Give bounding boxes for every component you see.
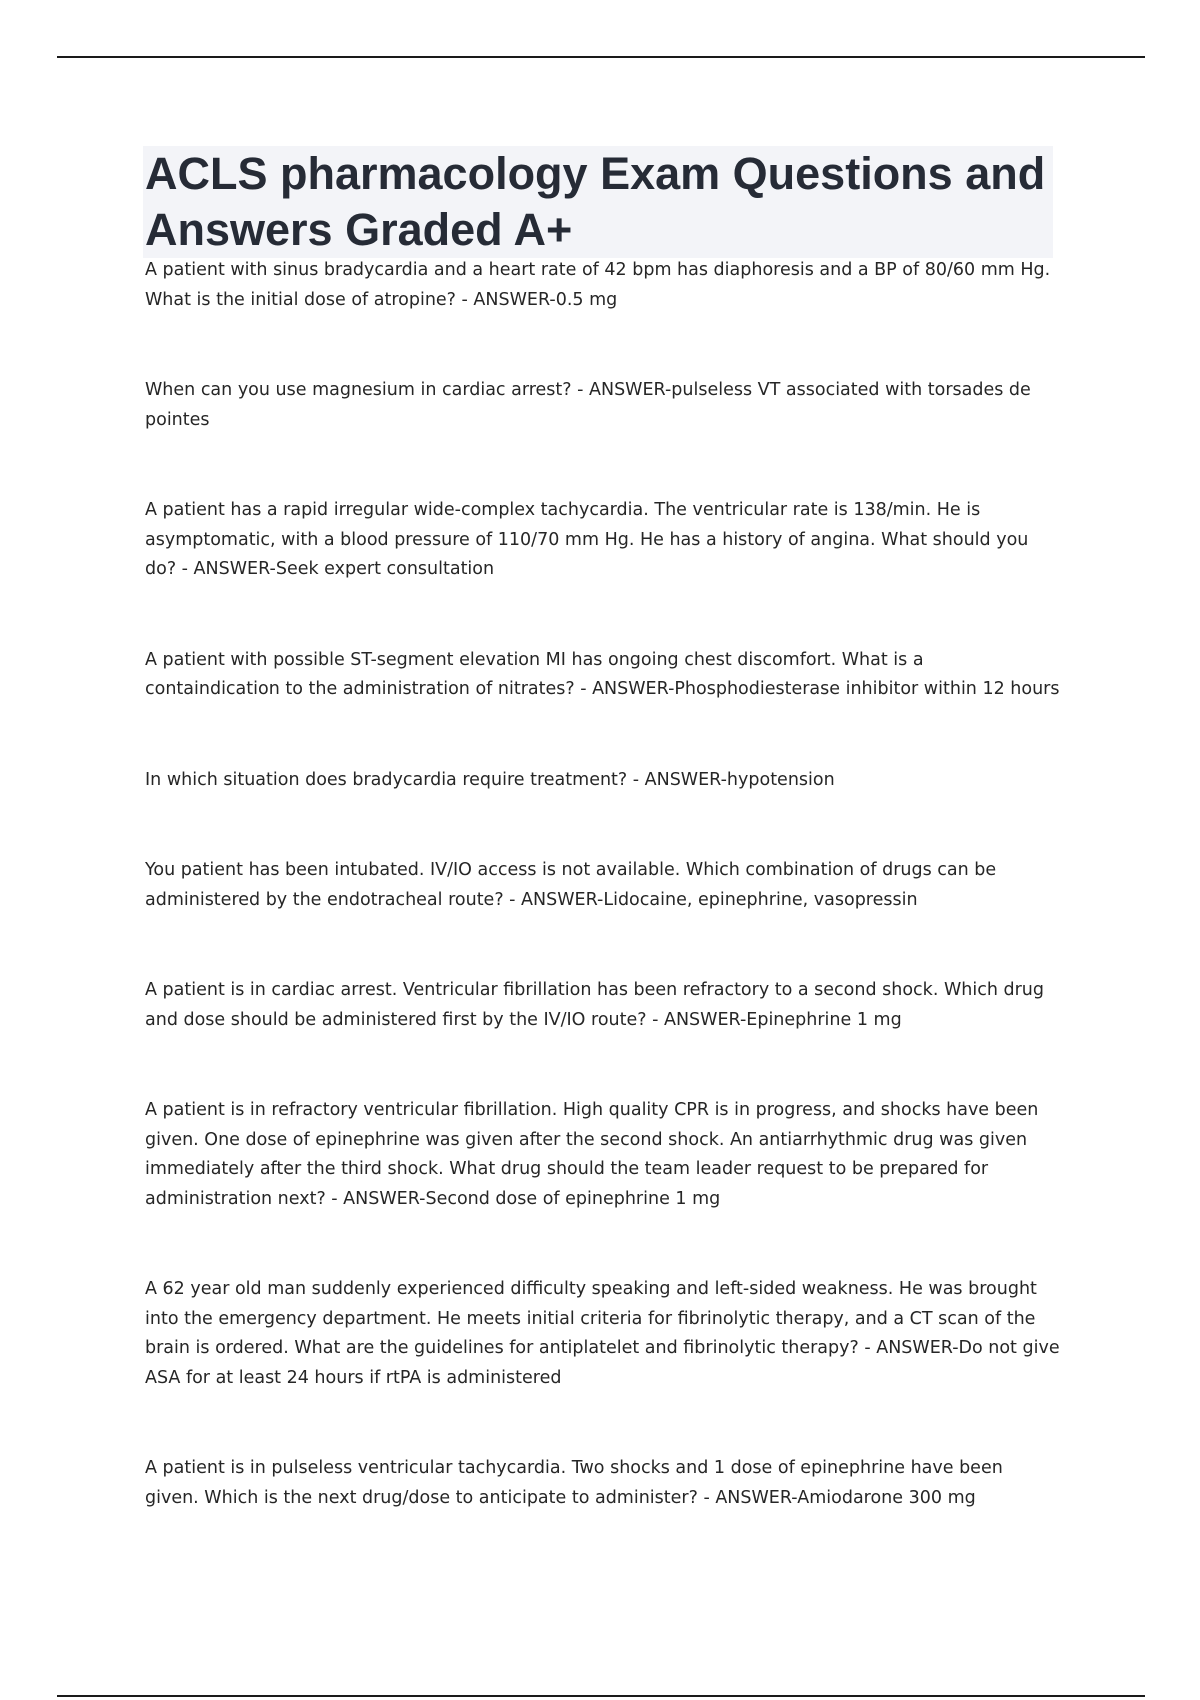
qa-item-8: A patient is in refractory ventricular fibrillation. High quality CPR is in progress, and shocks have been given. One dose of epinephrine was given after the second shock. An antiarrhythmic drug was given immediately after the third shock. What drug should the team leader request to be prepared for administration next? - ANSWER-Second dose of epinephrine 1 mg [145,1100,1039,1209]
bottom-rule [57,1695,1145,1697]
qa-item-6: You patient has been intubated. IV/IO access is not available. Which combination of drugs can be administered by the endotracheal route? - ANSWER-Lidocaine, epinephrine, vasopressin [145,860,997,910]
qa-item-3: A patient has a rapid irregular wide-complex tachycardia. The ventricular rate is 138/min. He is asymptomatic, with a blood pressure of 110/70 mm Hg. He has a history of angina. What should you do? - ANSWER-Seek expert consultation [145,500,1029,579]
title-block [143,146,1053,258]
qa-item-7: A patient is in cardiac arrest. Ventricular fibrillation has been refractory to a second shock. Which drug and dose should be administered first by the IV/IO route? - ANSWER-Epinephrine 1 mg [145,980,1044,1030]
qa-item-10: A patient is in pulseless ventricular tachycardia. Two shocks and 1 dose of epinephrine have been given. Which is the next drug/dose to anticipate to administer? - ANSWER-Amiodarone 300 mg [145,1458,1003,1508]
qa-list [145,256,1060,1513]
qa-item-9: A 62 year old man suddenly experienced difficulty speaking and left-sided weakness. He was brought into the emergency department. He meets initial criteria for fibrinolytic therapy, and a CT scan of the brain is ordered. What are the guidelines for antiplatelet and fibrinolytic therapy? - ANSWER-Do not give ASA for at least 24 hours if rtPA is administered [145,1279,1060,1388]
qa-item-4: A patient with possible ST-segment elevation MI has ongoing chest discomfort. What is a containdication to the administration of nitrates? - ANSWER-Phosphodiesterase inhibitor within 12 hours [145,649,1060,699]
qa-item-1: A patient with sinus bradycardia and a heart rate of 42 bpm has diaphoresis and a BP of 80/60 mm Hg. What is the initial dose of atropine? - ANSWER-0.5 mg [145,260,1051,310]
document-title: ACLS pharmacology Exam Questions and Answers Graded A+ [145,148,1046,255]
qa-item-5: In which situation does bradycardia require treatment? - ANSWER-hypotension [145,769,835,790]
qa-item-2: When can you use magnesium in cardiac arrest? - ANSWER-pulseless VT associated with torsades de pointes [145,380,1031,430]
top-rule [57,56,1145,58]
